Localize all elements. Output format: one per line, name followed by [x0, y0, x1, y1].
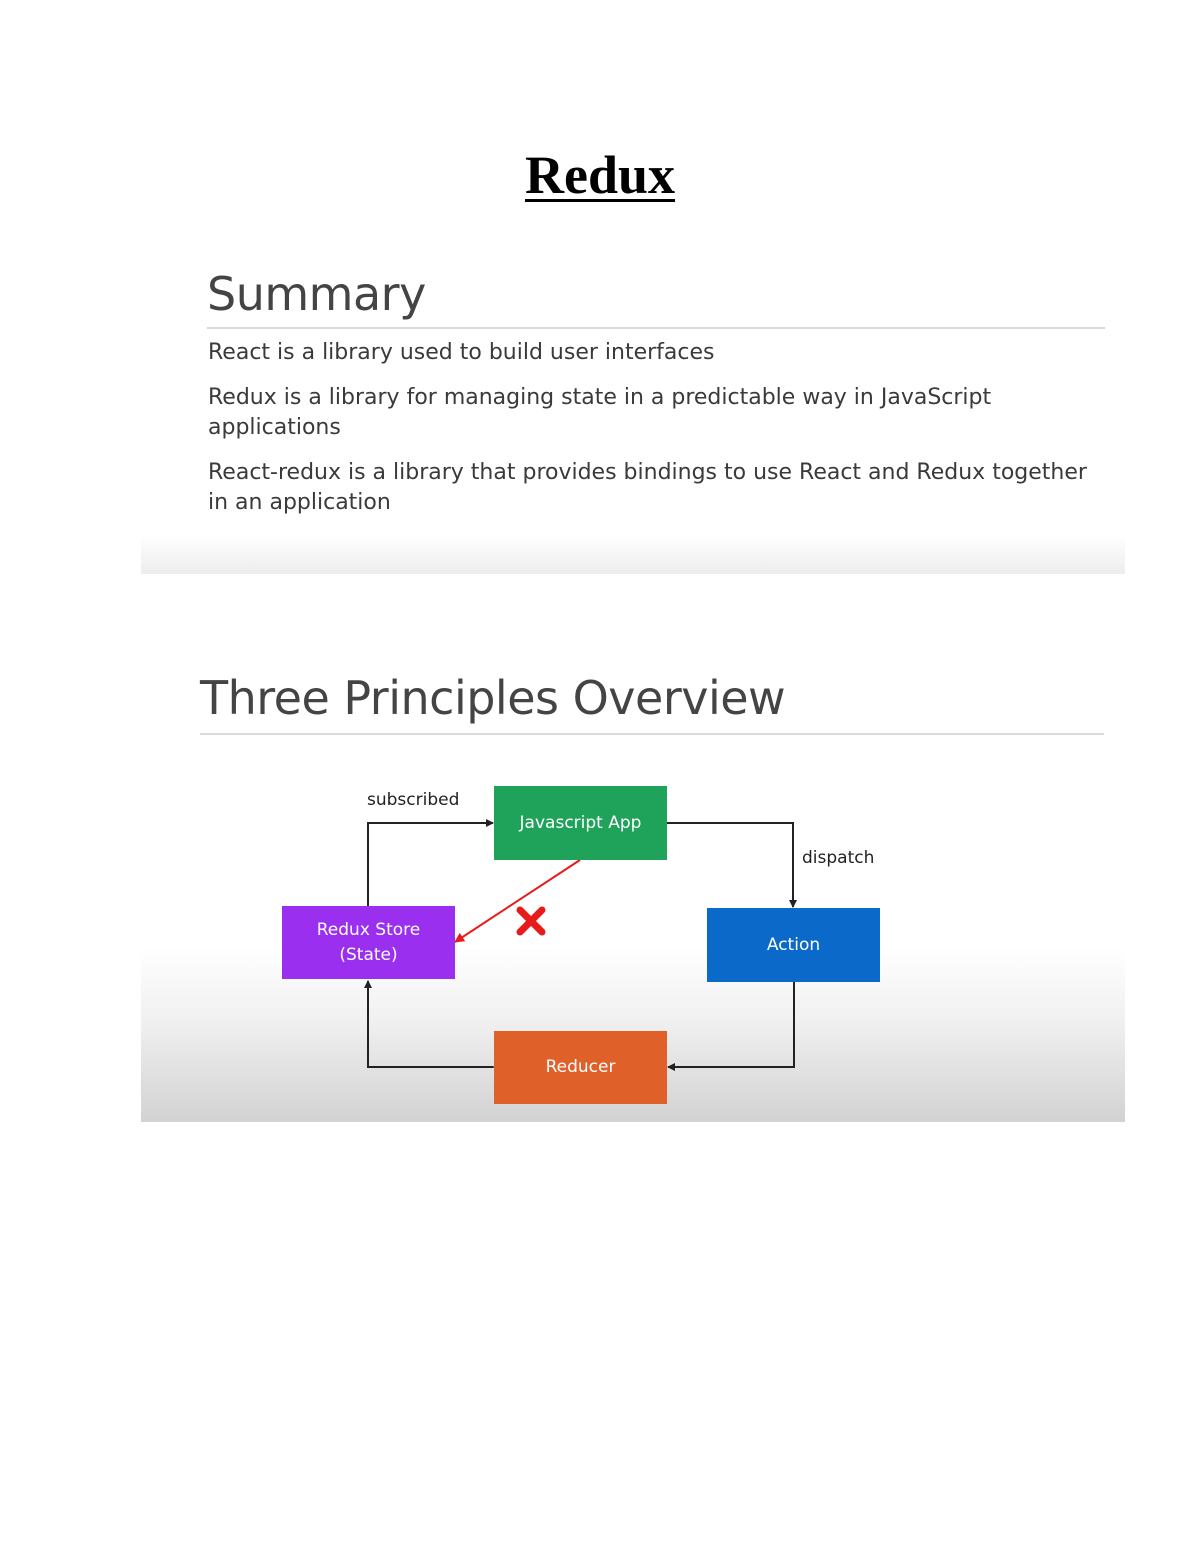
summary-bullet: React-redux is a library that provides bindings to use React and Redux together in an application	[208, 460, 1087, 515]
summary-heading: Summary	[207, 267, 426, 321]
forbidden-x-icon	[520, 910, 542, 932]
summary-divider	[207, 327, 1105, 329]
subscribed-connector	[368, 823, 493, 906]
action-label: Action	[766, 934, 821, 955]
action-to-reducer-connector	[668, 982, 794, 1067]
javascript-app-label: Javascript App	[519, 812, 642, 833]
summary-bullet: React is a library used to build user interfaces	[208, 340, 715, 365]
three-principles-slide	[141, 650, 1125, 1122]
javascript-app-node	[494, 786, 667, 860]
principles-heading: Three Principles Overview	[200, 671, 786, 725]
redux-store-label: Redux Store (State)	[316, 919, 421, 965]
redux-store-node	[282, 906, 455, 979]
subscribed-label: subscribed	[367, 790, 460, 810]
dispatch-label: dispatch	[802, 848, 875, 868]
summary-bullet-list	[208, 338, 1108, 533]
reducer-to-store-connector	[368, 981, 493, 1067]
reducer-node	[494, 1031, 667, 1104]
dispatch-connector	[666, 823, 793, 907]
action-node	[707, 908, 880, 982]
reducer-label: Reducer	[545, 1057, 616, 1077]
document-title: Redux	[524, 145, 676, 205]
summary-slide	[141, 250, 1125, 574]
summary-bullet: Redux is a library for managing state in a predictable way in JavaScript applications	[208, 385, 992, 440]
